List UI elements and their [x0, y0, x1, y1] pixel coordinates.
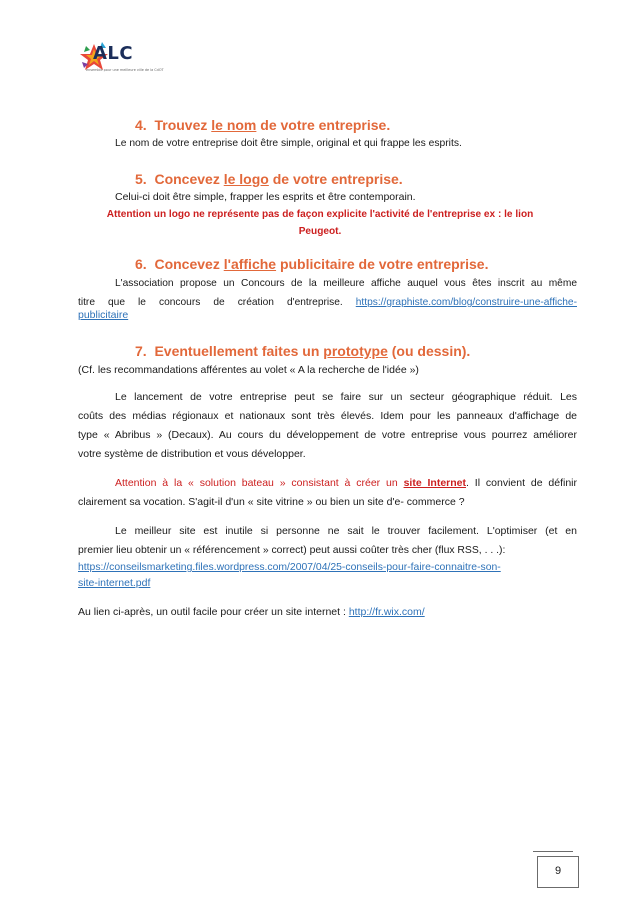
heading-text: de votre entreprise.: [256, 117, 391, 133]
section-4-heading: [135, 117, 390, 133]
section-7-heading: [135, 343, 470, 359]
heading-text: (ou dessin).: [387, 343, 471, 359]
affiche-link-continuation[interactable]: [78, 306, 128, 325]
heading-keyword: prototype: [323, 343, 388, 359]
conseils-marketing-link[interactable]: https://conseilsmarketing.files.wordpress.com/2007/04/25-conseils-pour-faire-connaitre-son-: [78, 562, 501, 573]
seo-link-line[interactable]: [78, 574, 150, 593]
body-text: titre que le concours de création d'entreprise.: [78, 297, 356, 308]
body-text: Au lien ci-après, un outil facile pour créer un site internet :: [78, 606, 349, 618]
heading-text: de votre entreprise.: [268, 171, 403, 187]
seo-paragraph-line: Le meilleur site est inutile si personne ne sait le trouver facilement. L'optimiser (et en: [115, 525, 577, 537]
heading-number: 6.: [135, 256, 147, 272]
affiche-link[interactable]: https://graphiste.com/blog/construire-une-affiche-: [355, 297, 577, 308]
wix-paragraph: [78, 603, 425, 622]
section-4-body: Le nom de votre entreprise doit être simple, original et qui frappe les esprits.: [115, 138, 462, 149]
conseils-marketing-link[interactable]: site-internet.pdf: [78, 577, 151, 589]
site-warning-line: clairement sa vocation. S'agit-il d'un « site vitrine » ou bien un site d'e- commerce ?: [78, 496, 465, 508]
heading-keyword: le logo: [223, 171, 269, 187]
wix-link[interactable]: http://fr.wix.com/: [348, 606, 425, 618]
media-paragraph-line: votre système de distribution et vous développer.: [78, 448, 306, 460]
heading-number: 5.: [135, 171, 147, 187]
logo-warning-line: Attention un logo ne représente pas de façon explicite l'activité de l'entreprise ex : le lion: [106, 209, 534, 220]
heading-text: Trouvez: [154, 117, 212, 133]
heading-number: 4.: [135, 117, 147, 133]
site-warning-paragraph: [115, 474, 577, 493]
section-5-body: Celui-ci doit être simple, frapper les esprits et être contemporain.: [115, 191, 416, 203]
red-warning-text: Attention à la « solution bateau » consistant à créer un: [115, 477, 404, 489]
section-7-note: (Cf. les recommandations afférentes au volet « A la recherche de l'idée »): [78, 364, 419, 376]
section-6-body: L'association propose un Concours de la meilleure affiche auquel vous êtes inscrit au même: [115, 278, 577, 289]
media-paragraph-line: type « Abribus » (Decaux). Au cours du développement de votre entreprise vous pourrez améliorer: [78, 429, 577, 441]
heading-text: Eventuellement faites un: [154, 343, 324, 359]
logo-text: ALC: [93, 43, 134, 64]
media-paragraph-line: coûts des médias régionaux et nationaux sont très élevés. Idem pour les panneaux d'affichage de: [78, 410, 577, 422]
section-6-body: [78, 293, 577, 312]
heading-number: 7.: [135, 343, 147, 359]
heading-text: .: [484, 256, 489, 272]
heading-text: publicitaire de votre entreprise: [276, 256, 485, 272]
section-5-heading: [135, 171, 403, 187]
heading-text: Concevez: [154, 256, 224, 272]
logo-tagline: ensemble pour une meilleure ville de la CdOT: [86, 68, 164, 72]
media-paragraph-line: Le lancement de votre entreprise peut se faire sur un secteur géographique réduit. Les: [115, 391, 577, 403]
heading-text: Concevez: [154, 171, 224, 187]
logo-warning-line: Peugeot.: [298, 226, 342, 237]
page-number-box: [537, 856, 579, 888]
section-6-heading: [135, 256, 488, 272]
page-number: 9: [554, 865, 562, 877]
seo-paragraph-line: premier lieu obtenir un « référencement » correct) peut aussi coûter très cher (flux RSS, . . .):: [78, 545, 506, 556]
affiche-link[interactable]: publicitaire: [78, 309, 129, 321]
site-internet-keyword: site Internet: [403, 477, 467, 489]
body-text: . Il convient de définir: [466, 477, 577, 489]
heading-keyword: le nom: [211, 117, 257, 133]
heading-keyword: l'affiche: [223, 256, 277, 272]
